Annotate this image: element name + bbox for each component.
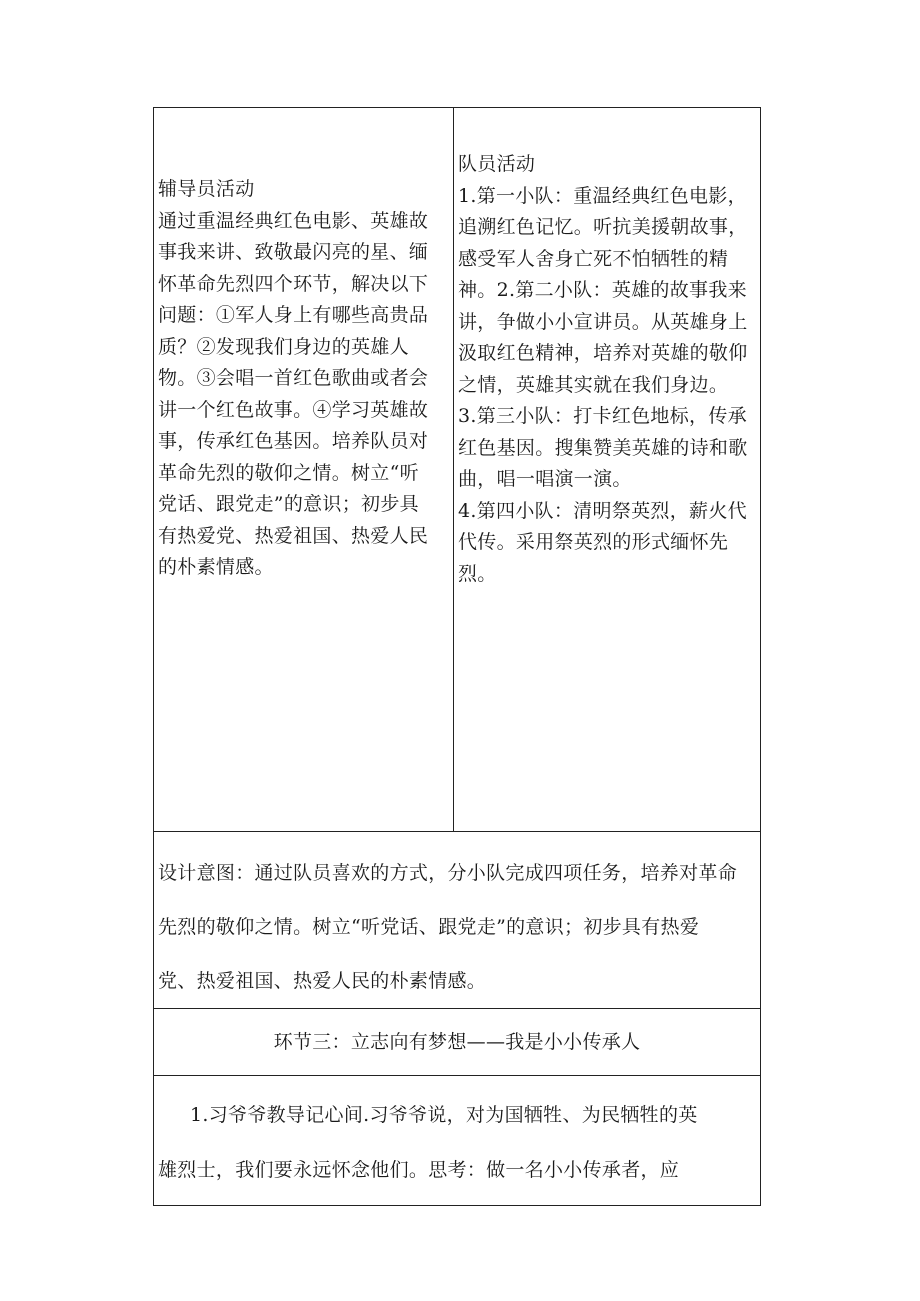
member-activity-heading: 队员活动 <box>458 153 536 175</box>
counselor-activity-line: 的朴素情感。 <box>158 556 274 578</box>
member-activity-line: 代传。采用祭英烈的形式缅怀先 <box>458 531 729 553</box>
member-activity-line: 之情，英雄其实就在我们身边。 <box>458 373 729 396</box>
member-activity-line: 讲，争做小小宣讲员。从英雄身上 <box>458 310 748 333</box>
member-activity-line: 烈。 <box>458 562 497 585</box>
member-activity-cell <box>454 108 761 832</box>
section-three-title-cell <box>154 1009 761 1076</box>
counselor-activity-line: 通过重温经典红色电影、英雄故 <box>158 209 429 232</box>
member-activity-line: 追溯红色记忆。听抗美援朝故事， <box>458 216 748 238</box>
design-intent-line: 设计意图：通过队员喜欢的方式，分小队完成四项任务，培养对革命 <box>158 862 738 884</box>
member-activity-line: 感受军人舍身亡死不怕牺牲的精 <box>458 247 729 270</box>
member-activity-line: 曲，唱一唱演一演。 <box>458 468 632 490</box>
counselor-activity-line: 革命先烈的敬仰之情。树立“听 <box>158 461 419 484</box>
counselor-activity-heading: 辅导员活动 <box>158 178 255 200</box>
member-activity-line: 神。2.第二小队：英雄的故事我来 <box>458 279 747 301</box>
section-three-body-line: 1.习爷爷教导记心间.习爷爷说，对为国牺牲、为民牺牲的英 <box>190 1104 698 1126</box>
member-activity-line: 3.第三小队：打卡红色地标，传承 <box>458 405 747 427</box>
section-three-body-cell <box>154 1076 761 1206</box>
section-three-body-line: 雄烈士，我们要永远怀念他们。思考：做一名小小传承者，应 <box>158 1159 680 1181</box>
counselor-activity-line: 事，传承红色基因。培养队员对 <box>158 430 429 452</box>
member-activity-line: 1.第一小队：重温经典红色电影， <box>458 184 747 207</box>
counselor-activity-line: 质？②发现我们身边的英雄人 <box>158 335 409 358</box>
design-intent-line: 党、热爱祖国、热爱人民的朴素情感。 <box>158 970 487 992</box>
design-intent-line: 先烈的敬仰之情。树立“听党话、跟党走”的意识；初步具有热爱 <box>158 916 700 938</box>
counselor-activity-line: 怀革命先烈四个环节，解决以下 <box>158 272 429 295</box>
section-three-title: 环节三：立志向有梦想——我是小小传承人 <box>273 1031 641 1053</box>
counselor-activity-line: 事我来讲、致敬最闪亮的星、缅 <box>158 241 429 263</box>
member-activity-line: 4.第四小队：清明祭英烈，薪火代 <box>458 499 747 522</box>
counselor-activity-line: 物。③会唱一首红色歌曲或者会 <box>158 367 429 389</box>
counselor-activity-line: 有热爱党、热爱祖国、热爱人民 <box>158 524 429 547</box>
counselor-activity-line: 讲一个红色故事。④学习英雄故 <box>158 398 429 421</box>
counselor-activity-line: 党话、跟党走”的意识；初步具 <box>158 493 419 515</box>
member-activity-line: 红色基因。搜集赞美英雄的诗和歌 <box>458 436 748 459</box>
counselor-activity-cell <box>154 108 454 832</box>
member-activity-line: 汲取红色精神，培养对英雄的敬仰 <box>458 342 748 364</box>
counselor-activity-line: 问题：①军人身上有哪些高贵品 <box>158 304 429 326</box>
design-intent-cell <box>154 832 761 1009</box>
activity-table <box>153 107 761 1206</box>
